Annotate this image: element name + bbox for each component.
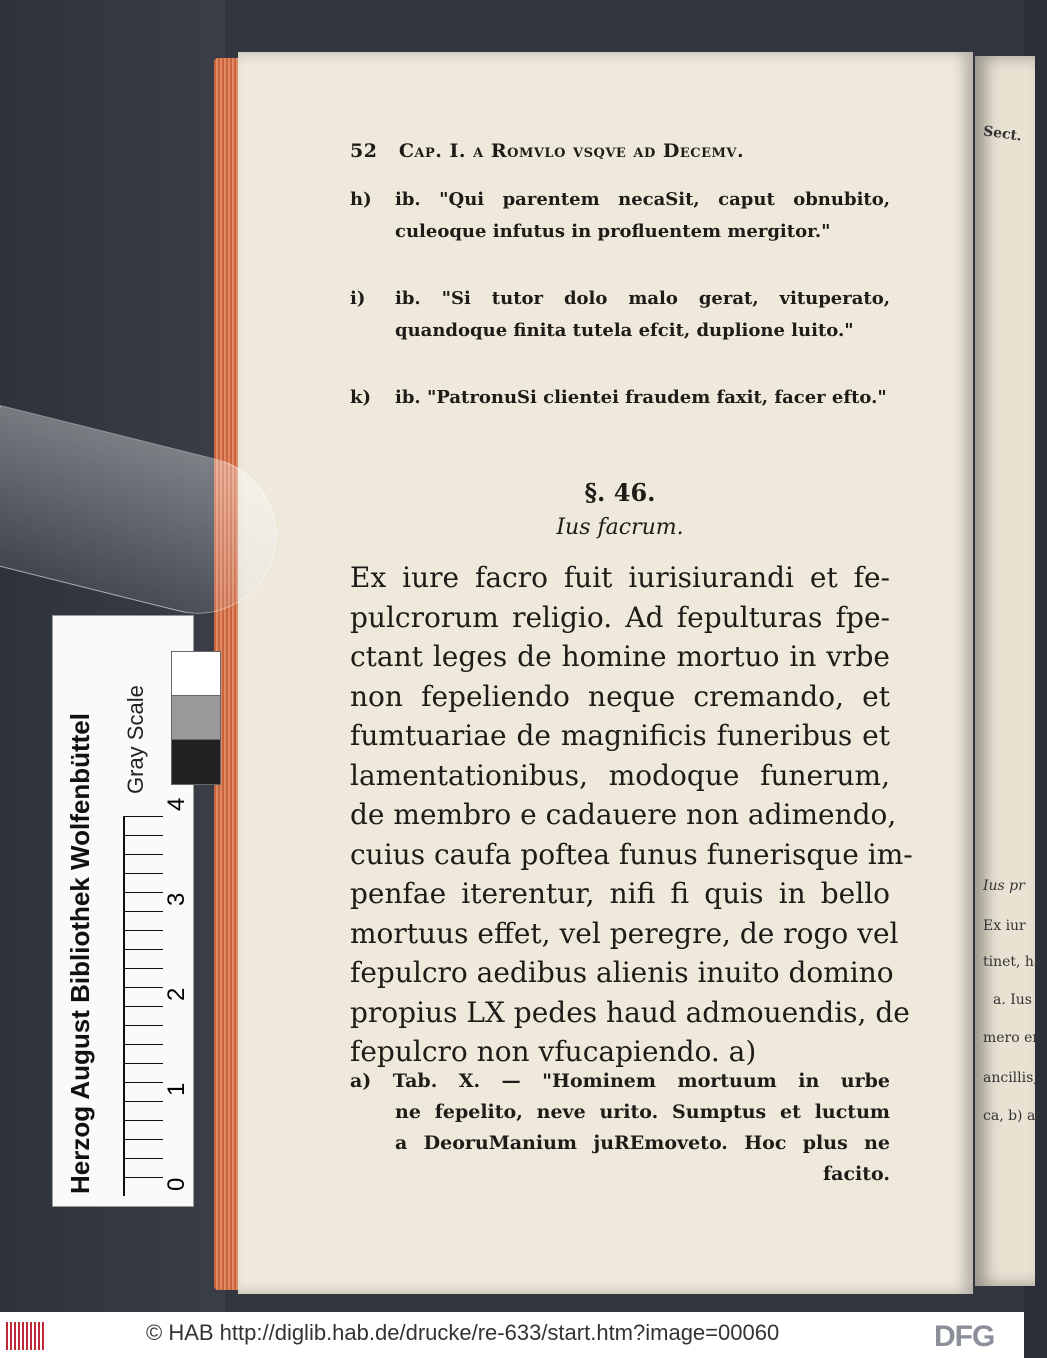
- footnote-line: a) Tab. X. — "Hominem mortuum in urbe: [350, 1070, 890, 1092]
- running-head: Cap. I. a Romvlo vsqve ad Decemv.: [398, 140, 745, 162]
- section-number: §. 46.: [584, 478, 656, 507]
- paragraph-line: fepulcro aedibus alienis inuito domino: [350, 956, 894, 989]
- gray-scale-card: [52, 615, 194, 1207]
- paragraph-line: propius LX pedes haud admouendis, de: [350, 995, 910, 1029]
- ruler-number: 2: [163, 987, 190, 1001]
- note-marker: i): [350, 288, 366, 309]
- ruler-number: 0: [163, 1177, 190, 1191]
- note-marker: h): [350, 189, 372, 210]
- paragraph-line: mortuus effet, vel peregre, de rogo vel: [350, 916, 899, 950]
- ruler-ticks: [123, 816, 163, 1196]
- paragraph-line: lamentationibus, modoque funerum,: [350, 758, 890, 792]
- footnote-a: [350, 1066, 890, 1190]
- viewer-footer: [0, 1312, 1024, 1358]
- note-text: ib. "Qui parentem necaSit, caput obnubito, culeoque infutus in profluentem mergitor.": [395, 189, 890, 242]
- facing-page-text: a. Ius: [993, 992, 1032, 1008]
- facing-page-text: ca, b) au: [983, 1108, 1045, 1124]
- gray-patch-white: [171, 651, 221, 697]
- institution-name: Herzog August Bibliothek Wolfenbüttel: [65, 713, 95, 1194]
- facing-page-text: ancillis,: [983, 1070, 1038, 1086]
- note-h: [350, 184, 890, 242]
- paragraph-line: fepulcro non vfucapiendo. a): [350, 1035, 757, 1068]
- note-i: [350, 283, 890, 341]
- dfg-logo: DFG: [934, 1320, 995, 1353]
- paragraph-line: ctant leges de homine mortuo in vrbe: [350, 640, 890, 673]
- facing-page-text: Ius pr: [983, 878, 1025, 894]
- facing-page-text: Sect.: [982, 123, 1023, 145]
- gray-patch-mid: [171, 695, 221, 741]
- facing-page-text: mero era: [983, 1030, 1047, 1046]
- footnote-line: facito.: [822, 1163, 890, 1185]
- page-number: 52: [350, 140, 378, 162]
- gray-patch-black: [171, 739, 221, 785]
- paragraph-line: de membro e cadauere non adimendo,: [350, 798, 897, 831]
- running-header: [350, 140, 744, 162]
- section-title: Ius facrum.: [556, 515, 684, 540]
- facing-page-text: tinet, ha: [983, 954, 1043, 970]
- gray-scale-label: Gray Scale: [123, 685, 148, 794]
- paragraph-line: fumtuariae de magnificis funeribus et: [350, 719, 890, 752]
- facing-page-text: Ex iur: [983, 918, 1026, 934]
- paragraph-line: pulcrorum religio. Ad fepulturas fpe-: [350, 600, 890, 634]
- copyright-link[interactable]: © HAB http://diglib.hab.de/drucke/re-633/start.htm?image=00060: [146, 1320, 780, 1345]
- paragraph-line: non fepeliendo neque cremando, et: [350, 679, 890, 713]
- footnote-line: ne fepelito, neve urito. Sumptus et luctum: [395, 1101, 890, 1123]
- footnote-line: a DeoruManium juREmoveto. Hoc plus ne: [395, 1132, 890, 1154]
- paragraph-line: Ex iure facro fuit iurisiurandi et fe-: [350, 561, 890, 594]
- main-paragraph: [350, 558, 913, 1072]
- hab-logo-icon: [6, 1322, 44, 1350]
- facing-page-fragment: [975, 56, 1047, 1286]
- note-text: ib. "PatronuSi clientei fraudem faxit, facer efto.": [395, 387, 887, 408]
- ruler-number: 1: [163, 1082, 190, 1096]
- note-marker: k): [350, 387, 371, 408]
- note-k: [350, 382, 890, 414]
- paragraph-line: cuius caufa poftea funus funerisque im-: [350, 837, 913, 871]
- note-text: ib. "Si tutor dolo malo gerat, vituperato, quandoque finita tutela efcit, duplione luito.": [395, 288, 890, 341]
- paragraph-line: penfae iterentur, nifi fi quis in bello: [350, 877, 890, 910]
- book-page: [238, 52, 973, 1294]
- ruler-number: 3: [163, 892, 190, 906]
- ruler-number: 4: [163, 797, 190, 811]
